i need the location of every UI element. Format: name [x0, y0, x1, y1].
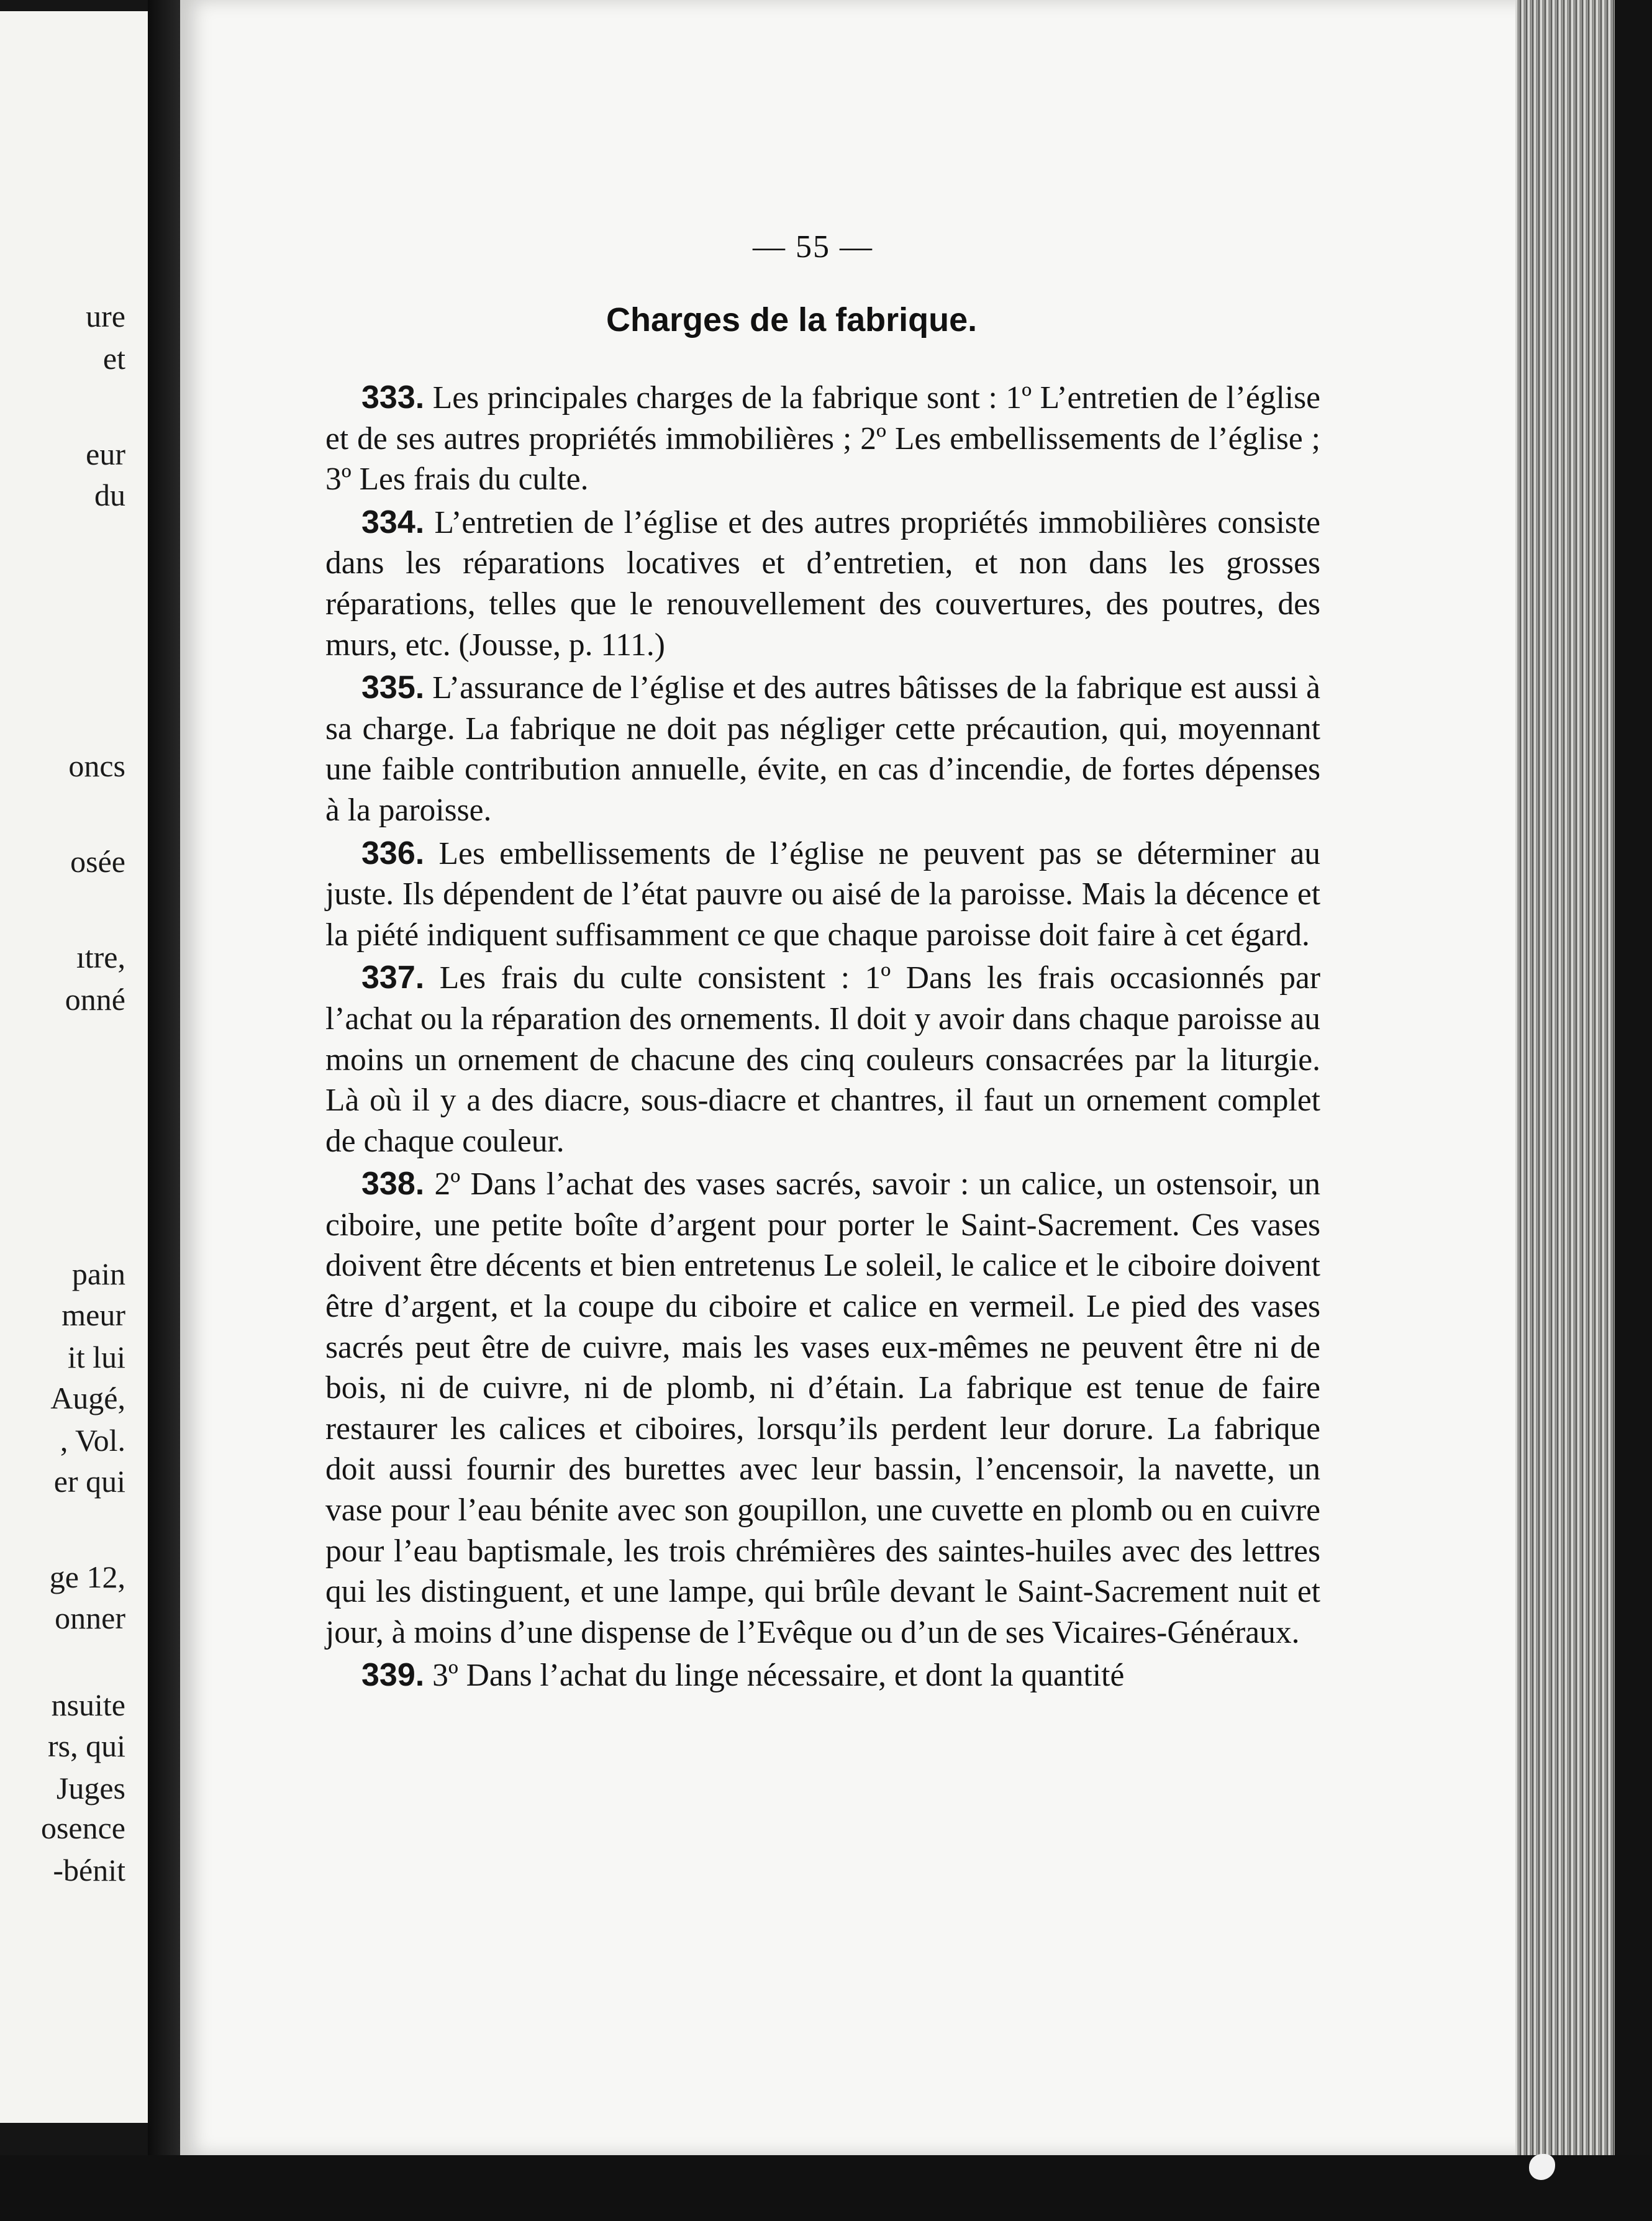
previous-page-text-fragment: du: [94, 478, 125, 512]
paragraph-number: 335.: [361, 670, 425, 706]
previous-page-text-fragment: meur: [61, 1297, 125, 1332]
paragraph-339: [325, 1655, 1320, 1696]
previous-page-edge: [0, 11, 149, 2123]
previous-page-text-fragment: Juges: [56, 1771, 125, 1805]
right-shadow: [1615, 0, 1652, 2221]
previous-page-text-fragment: rs, qui: [48, 1728, 125, 1763]
paragraph-text: L’entretien de l’église et des autres propriétés immobilières consiste dans les réparations locatives et d’entretien, et non dans les grosses réparations, telles que le renouvellement des couvertures, des poutres, des murs, etc. (Jousse, p. 111.): [325, 504, 1321, 663]
previous-page-text-fragment: ıtre,: [76, 940, 125, 974]
previous-page-text-fragment: onner: [55, 1601, 125, 1635]
paragraph-336: [325, 833, 1320, 956]
paragraph-number: 337.: [361, 960, 425, 996]
paragraph-number: 334.: [361, 504, 425, 540]
paragraph-338: [325, 1164, 1320, 1653]
previous-page-text-fragment: , Vol.: [60, 1423, 125, 1458]
previous-page-text-fragment: osence: [40, 1810, 125, 1845]
paragraph-text: Les frais du culte consistent : 1º Dans les frais occasionnés par l’achat ou la réparation des ornements. Il doit y avoir dans chaque paroisse au moins un ornement de chacune des cinq couleurs consacrées par la liturgie. Là où il y a des diacre, sous-diacre et chantres, il faut un ornement complet de chaque couleur.: [325, 960, 1320, 1159]
paragraph-335: [325, 668, 1320, 830]
previous-page-text-fragment: onné: [65, 982, 125, 1017]
paragraph-text: 3º Dans l’achat du linge nécessaire, et dont la quantité: [432, 1658, 1125, 1694]
paragraph-text: 2º Dans l’achat des vases sacrés, savoir : un calice, un ostensoir, un ciboire, une petite boîte d’argent pour porter le Saint-Sacrement. Ces vases doivent être décents et bien entretenus Le soleil, le calice et le ciboire doivent être d’argent, et la coupe du ciboire et calice en vermeil. Le pied des vases sacrés peut être de cuivre, mais les vases eux-mêmes ne peuvent être ni de bois, ni de cuivre, ni de plomb, ni d’étain. La fabrique est tenue de faire restaurer les calices et ciboires, lorsqu’ils perdent leur dorure. La fabrique doit aussi fournir des burettes avec leur bassin, l’encensoir, la navette, un vase pour l’eau bénite avec son goupillon, une cuvette en plomb ou en cuivre pour l’eau baptismale, les trois chrémières des saintes-huiles avec des lettres qui les distinguent, et une lampe, qui brûle devant le Saint-Sacrement nuit et jour, à moins d’une dispense de l’Evêque ou d’un de ses Vicaires-Généraux.: [325, 1166, 1321, 1650]
previous-page-text-fragment: Augé,: [50, 1381, 125, 1415]
paragraph-334: [325, 502, 1320, 665]
previous-page-text-fragment: ure: [86, 299, 125, 334]
previous-page-text-fragment: ge 12,: [49, 1560, 125, 1594]
paragraph-text: L’assurance de l’église et des autres bâtisses de la fabrique est aussi à sa charge. La fabrique ne doit pas négliger cette précaution, qui, moyennant une faible contribution annuelle, évite, en cas d’incendie, de fortes dépenses à la paroisse.: [325, 670, 1320, 828]
previous-page-text-fragment: pain: [71, 1256, 125, 1291]
previous-page-text-fragment: et: [102, 341, 125, 376]
previous-page-text-fragment: osée: [70, 844, 125, 879]
previous-page-text-fragment: nsuite: [51, 1687, 125, 1722]
previous-page-text-fragment: oncs: [68, 748, 125, 783]
previous-page-text-fragment: it lui: [67, 1340, 125, 1374]
page-number: — 55 —: [753, 229, 873, 265]
bottom-shadow: [0, 2155, 1652, 2221]
page-stack-edges: [1515, 0, 1627, 2161]
previous-page-text-fragment: -bénit: [53, 1853, 125, 1887]
paragraph-number: 336.: [361, 835, 425, 871]
paragraph-number: 339.: [361, 1657, 425, 1694]
section-heading: Charges de la fabrique.: [606, 301, 978, 338]
body-text: [325, 378, 1320, 1699]
paragraph-text: Les embellissements de l’église ne peuvent pas se déterminer au juste. Ils dépendent de l’état pauvre ou aisé de la paroisse. Mais la décence et la piété indiquent suffisamment ce que chaque paroisse doit faire à cet égard.: [325, 835, 1320, 953]
paragraph-number: 333.: [361, 379, 425, 416]
paragraph-number: 338.: [361, 1166, 425, 1202]
previous-page-text-fragment: eur: [86, 437, 125, 471]
paragraph-text: Les principales charges de la fabrique sont : 1º L’entretien de l’église et de ses autres propriétés immobilières ; 2º Les embellissements de l’église ; 3º Les frais du culte.: [325, 380, 1320, 497]
paragraph-337: [325, 958, 1320, 1161]
paragraph-333: [325, 378, 1320, 500]
previous-page-text-fragment: er qui: [53, 1464, 125, 1499]
